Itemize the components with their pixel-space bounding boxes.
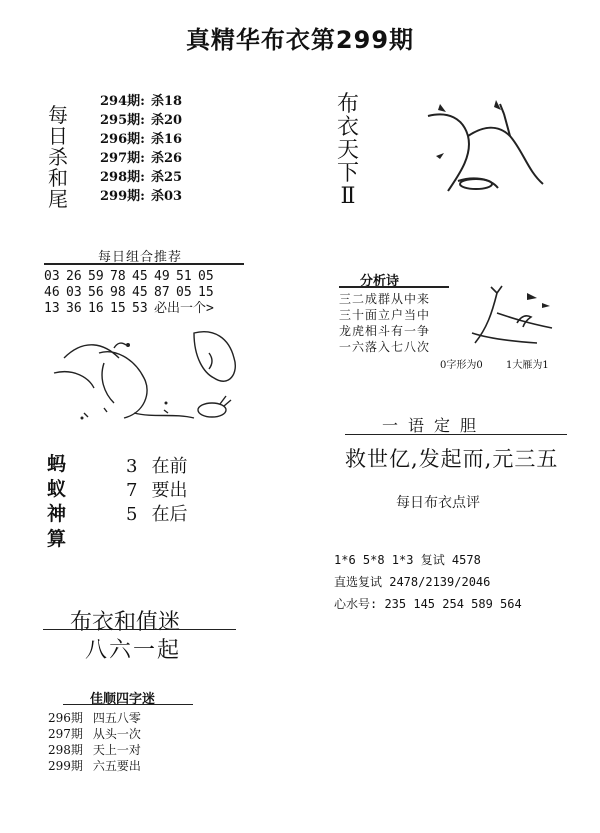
poem-note: 0字形为0 — [440, 360, 483, 371]
list-item — [48, 710, 141, 726]
comment-title: 每日布衣点评 — [396, 495, 480, 511]
combo-number: 36 — [66, 301, 82, 316]
combo-note: 必出一个> — [154, 301, 214, 316]
list-item — [100, 130, 182, 149]
poem-lines — [339, 291, 430, 355]
riddle-answer: 八六一起 — [85, 638, 182, 663]
daily-kill-label-char: 杀 — [48, 145, 68, 169]
poem-line: 三十面立户当中 — [339, 308, 431, 322]
poem-line: 龙虎相斗有一争 — [339, 324, 431, 338]
list-item — [100, 187, 182, 206]
ant-text: 在前 — [151, 456, 188, 477]
combo-grid — [44, 269, 216, 317]
kill-value: 杀25 — [150, 170, 183, 185]
daily-kill-list — [100, 92, 182, 206]
list-item — [48, 726, 141, 742]
combo-number: 15 — [198, 285, 214, 300]
ant-text: 要出 — [151, 480, 188, 501]
kill-period: 298期: — [100, 170, 145, 185]
ant-label-char: 蚁 — [47, 478, 67, 500]
comment-line: 心水号: 235 145 254 589 564 — [334, 597, 522, 611]
ant-label-char: 算 — [47, 528, 67, 550]
kill-period: 299期: — [100, 189, 145, 204]
ant-label-char: 蚂 — [47, 453, 67, 475]
yiyu-text: 救世亿,发起而,元三五 — [345, 447, 559, 471]
kill-period: 296期: — [100, 132, 145, 147]
list-item — [126, 503, 187, 527]
ant-label-char: 神 — [47, 503, 67, 525]
daily-kill-label-char: 每 — [48, 103, 68, 127]
divider — [345, 434, 567, 435]
list-item — [100, 168, 182, 187]
poem-line: 一六落入七八次 — [339, 340, 431, 354]
page-title: 真精华布衣第299期 — [185, 26, 415, 54]
combo-number: 45 — [132, 285, 148, 300]
combo-number: 45 — [132, 269, 148, 284]
combo-number: 78 — [110, 269, 126, 284]
divider — [339, 286, 449, 288]
list-item — [100, 92, 182, 111]
combo-number: 98 — [110, 285, 126, 300]
combo-number: 03 — [44, 269, 60, 284]
comment-numbers — [334, 549, 522, 615]
combo-number: 53 — [132, 301, 148, 316]
yiyu-title: 一语定胆 — [382, 416, 487, 435]
ant-label — [47, 452, 66, 552]
divider — [44, 263, 244, 265]
combo-number: 26 — [66, 269, 82, 284]
list-item — [100, 149, 182, 168]
combo-number: 05 — [198, 269, 214, 284]
combo-number: 03 — [66, 285, 82, 300]
riddle-title: 布衣和值迷 — [70, 610, 181, 635]
kill-period: 295期: — [100, 113, 145, 128]
divider — [43, 629, 236, 630]
jia-shun-list — [48, 710, 141, 774]
poem-note: 1大雁为1 — [506, 360, 549, 371]
combo-number: 59 — [88, 269, 104, 284]
list-item — [126, 479, 187, 503]
combo-number: 51 — [176, 269, 192, 284]
ant-number: 3 — [126, 456, 138, 477]
kill-value: 杀18 — [150, 94, 183, 109]
jia-text: 四五八零 — [92, 711, 141, 725]
list-item — [48, 758, 141, 774]
kill-value: 杀20 — [150, 113, 183, 128]
combo-title: 每日组合推荐 — [98, 250, 183, 265]
ant-number: 7 — [126, 480, 138, 501]
kill-value: 杀03 — [150, 189, 183, 204]
comment-line: 直选复试 2478/2139/2046 — [334, 575, 491, 589]
combo-number: 56 — [88, 285, 104, 300]
combo-number: 05 — [176, 285, 192, 300]
daily-kill-label-char: 和 — [48, 166, 68, 190]
daily-kill-label-char: 日 — [48, 124, 68, 148]
ant-list — [126, 455, 187, 527]
jia-text: 天上一对 — [92, 743, 141, 757]
buyi-char: 布 — [337, 92, 360, 117]
combo-number: 87 — [154, 285, 170, 300]
kill-period: 294期: — [100, 94, 145, 109]
jia-period: 298期 — [48, 743, 83, 757]
combo-row — [44, 285, 216, 301]
branch-sketch-illustration — [418, 96, 548, 201]
buyi-char: Ⅱ — [340, 184, 356, 210]
combo-number: 16 — [88, 301, 104, 316]
combo-number: 13 — [44, 301, 60, 316]
kill-value: 杀16 — [150, 132, 183, 147]
ant-number: 5 — [126, 504, 138, 525]
bird-branch-illustration — [467, 283, 559, 351]
jia-period: 296期 — [48, 711, 83, 725]
comment-line: 1*6 5*8 1*3 复试 4578 — [334, 553, 481, 567]
list-item — [48, 742, 141, 758]
daily-kill-label — [48, 105, 68, 210]
jia-text: 六五要出 — [92, 759, 141, 773]
ant-text: 在后 — [151, 504, 188, 525]
combo-number: 49 — [154, 269, 170, 284]
jia-period: 299期 — [48, 759, 83, 773]
poem-line: 三二成群从中来 — [339, 292, 431, 306]
jia-shun-title: 佳顺四字迷 — [90, 692, 156, 707]
divider — [63, 704, 193, 705]
jia-period: 297期 — [48, 727, 83, 741]
poem-title: 分析诗 — [360, 274, 400, 289]
combo-row — [44, 269, 216, 285]
combo-number: 15 — [110, 301, 126, 316]
jia-text: 从头一次 — [92, 727, 141, 741]
buyi-char: 衣 — [337, 115, 360, 141]
kill-period: 297期: — [100, 151, 145, 166]
list-item — [126, 455, 187, 479]
kill-value: 杀26 — [150, 151, 183, 166]
fairy-rabbit-illustration — [44, 318, 244, 428]
buyi-char: 下 — [337, 161, 360, 187]
buyi-char: 天 — [337, 138, 360, 164]
buyi-label — [337, 93, 359, 208]
combo-number: 46 — [44, 285, 60, 300]
combo-row — [44, 301, 216, 317]
list-item — [100, 111, 182, 130]
daily-kill-label-char: 尾 — [48, 187, 68, 211]
